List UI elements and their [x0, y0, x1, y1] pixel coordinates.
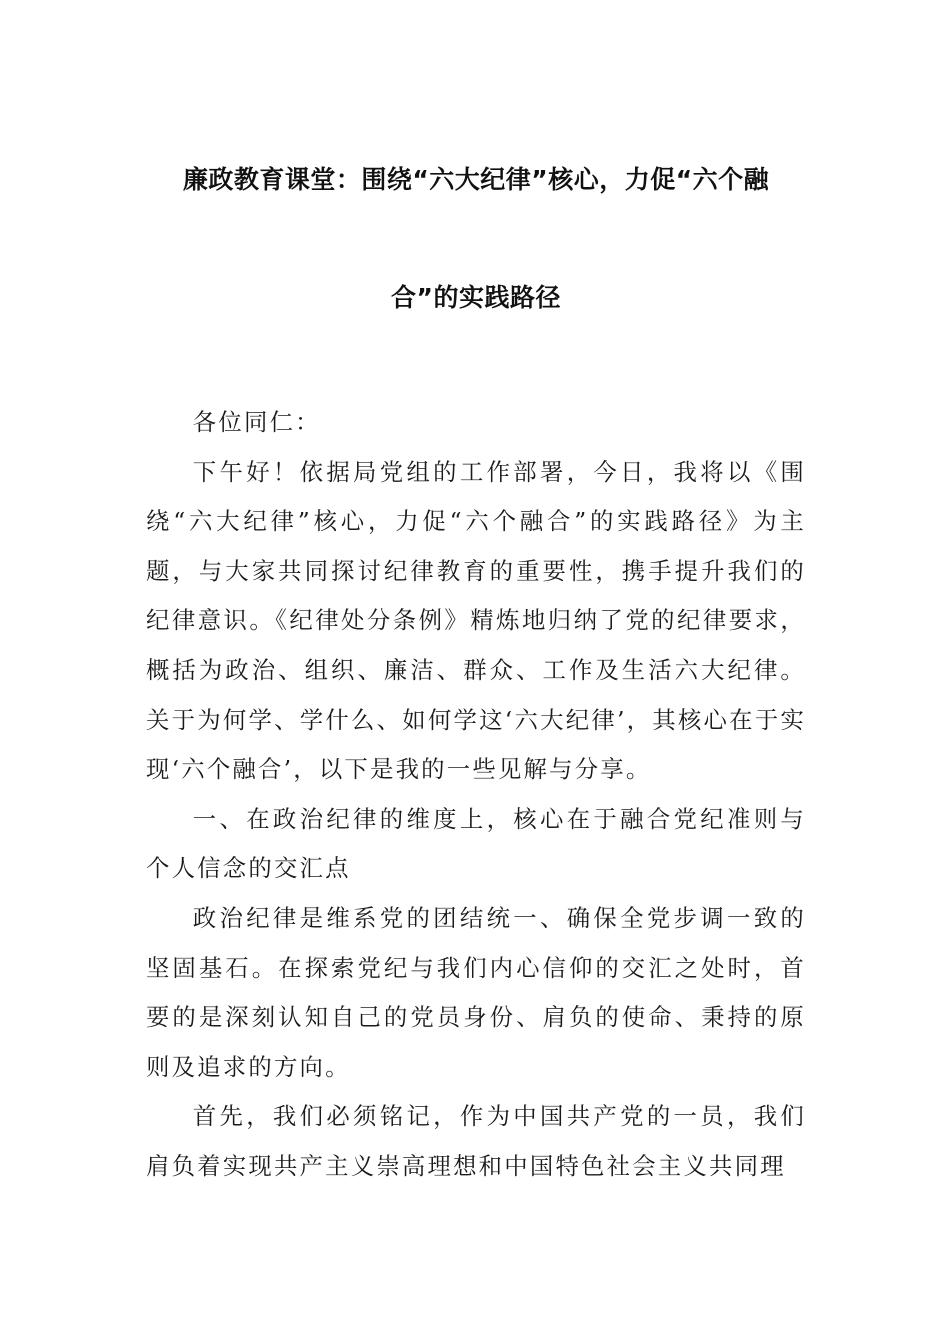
document-title-line-1: 廉政教育课堂：围绕“六大纪律”核心，力促“六个融	[182, 165, 770, 194]
document-body	[146, 398, 806, 1192]
body-paragraph: 下午好！依据局党组的工作部署，今日，我将以《围绕“六大纪律”核心，力促“六个融合”的实践路径》为主题，与大家共同探讨纪律教育的重要性，携手提升我们的纪律意识。《纪律处分条例》精炼地归纳了党的纪律要求，概括为政治、组织、廉洁、群众、工作及生活六大纪律。关于为何学、学什么、如何学这‘六大纪律’，其核心在于实现‘六个融合’，以下是我的一些见解与分享。	[146, 457, 806, 784]
salutation-paragraph: 各位同仁：	[192, 408, 321, 436]
body-paragraph: 首先，我们必须铭记，作为中国共产党的一员，我们肩负着实现共产主义崇高理想和中国特色社会主义共同理	[146, 1102, 806, 1180]
body-paragraph: 政治纪律是维系党的团结统一、确保全党步调一致的坚固基石。在探索党纪与我们内心信仰的交汇之处时，首要的是深刻认知自己的党员身份、肩负的使命、秉持的原则及追求的方向。	[146, 903, 806, 1081]
document-title-line-2: 合”的实践路径	[391, 283, 561, 312]
section-heading-paragraph: 一、在政治纪律的维度上，核心在于融合党纪准则与个人信念的交汇点	[146, 804, 806, 883]
